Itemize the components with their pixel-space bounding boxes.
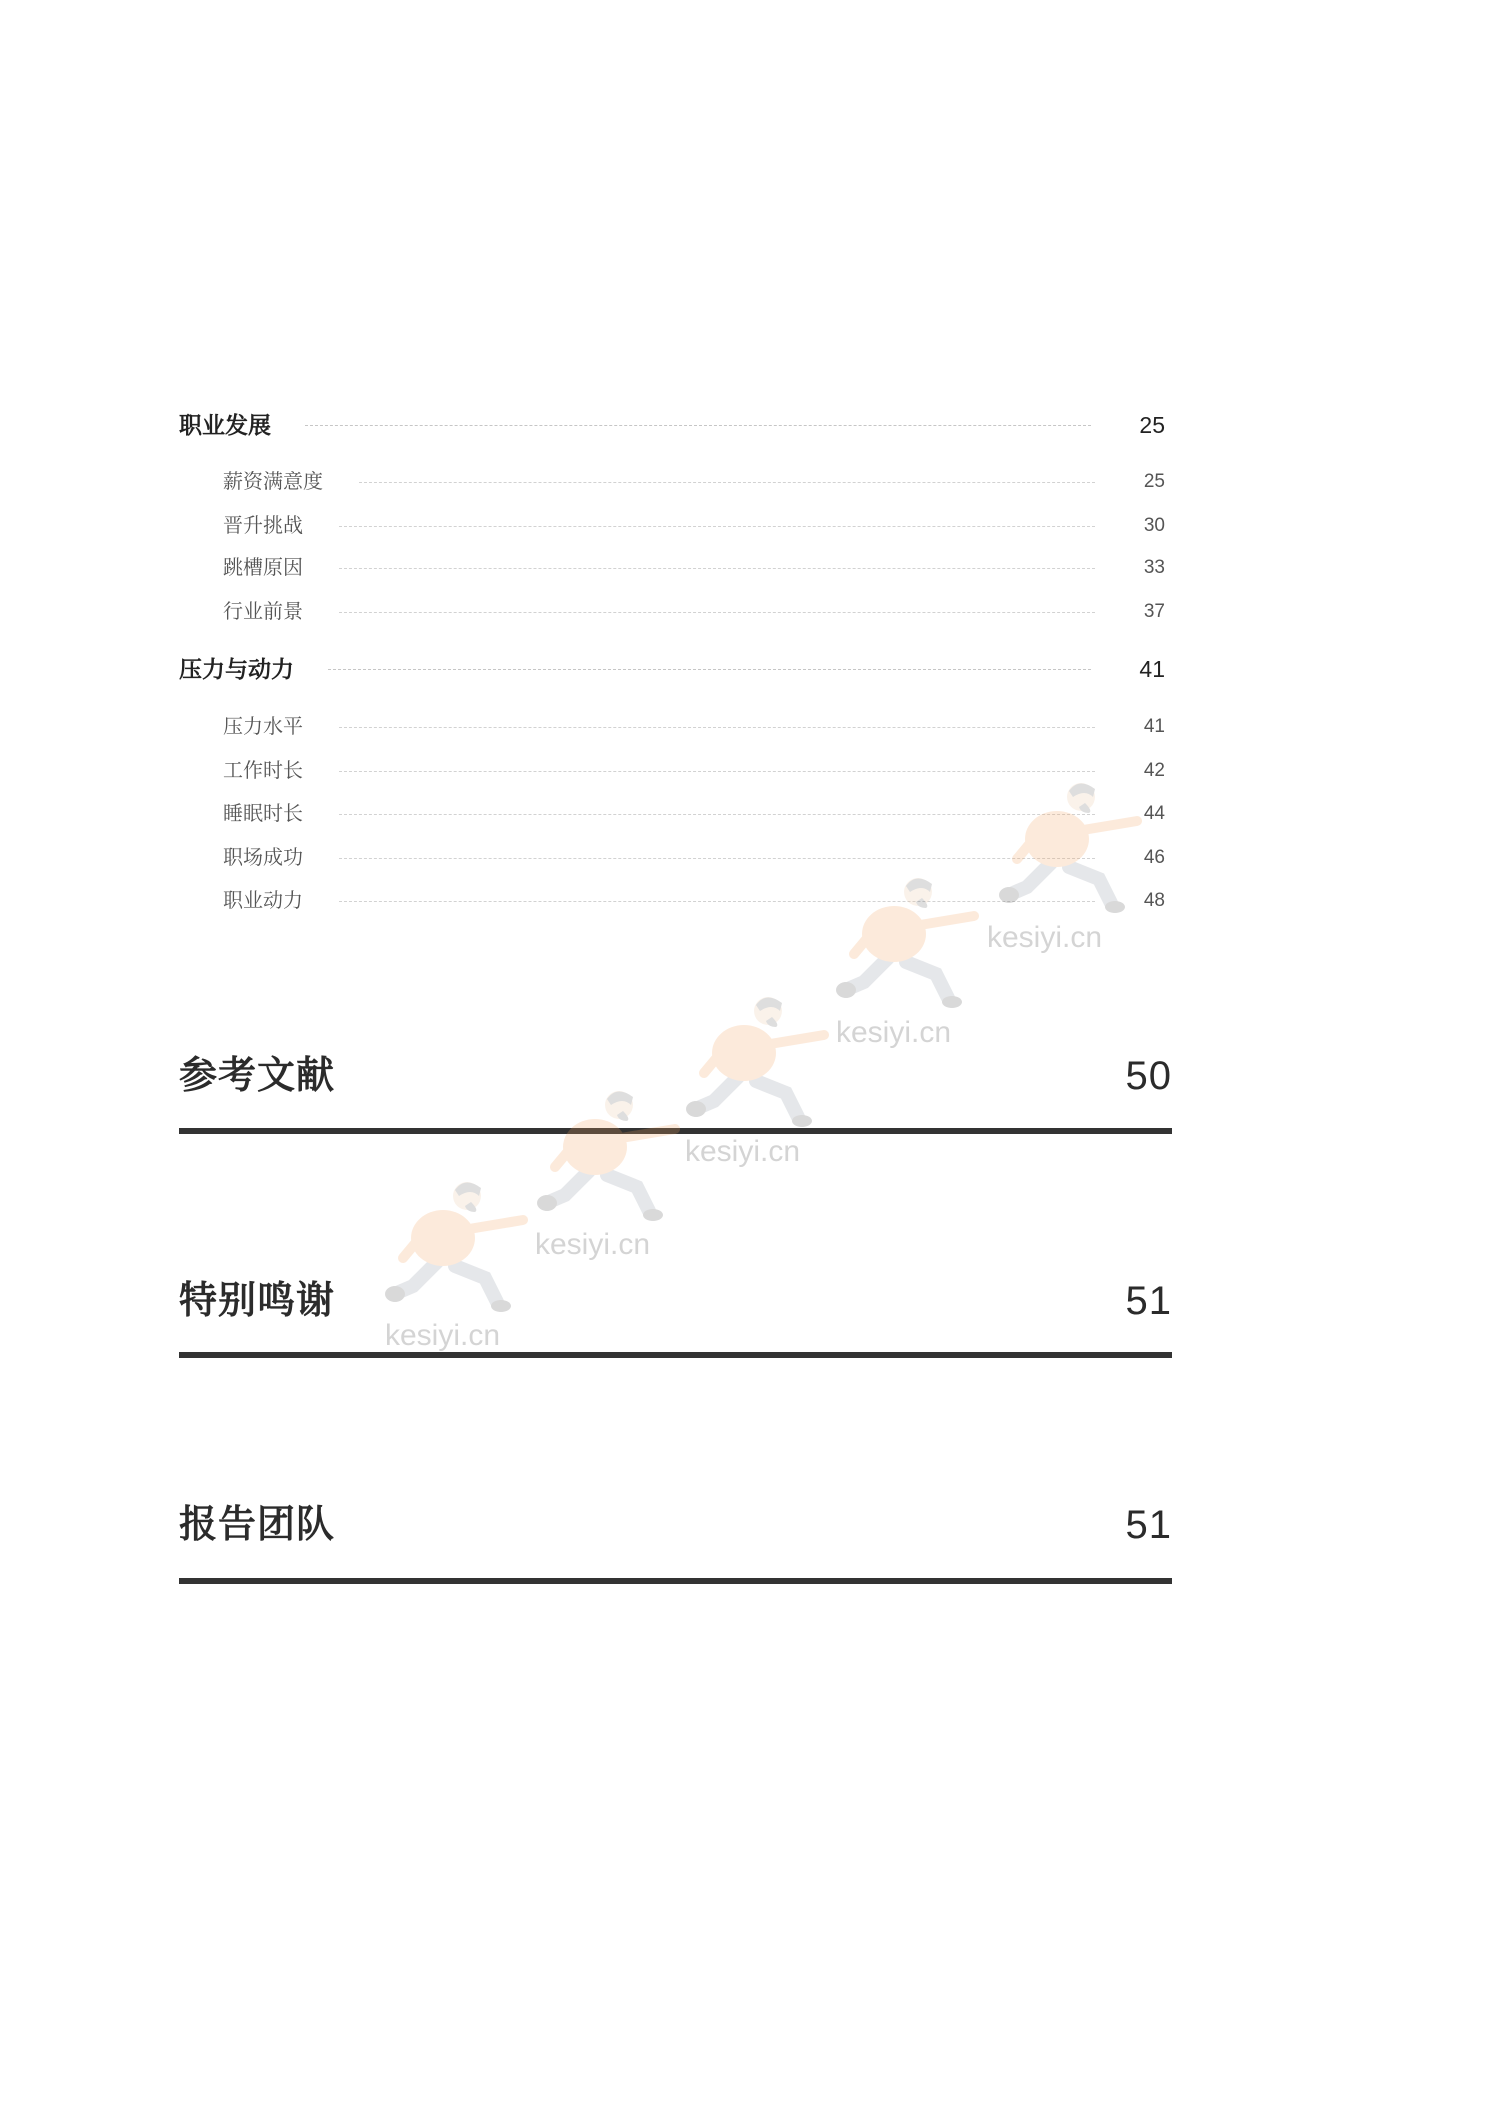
section-page-number: 25 <box>1139 412 1165 438</box>
toc-item-page-number: 30 <box>1143 515 1165 536</box>
running-person-icon <box>537 1083 682 1223</box>
toc-item-page-number: 46 <box>1143 847 1165 868</box>
dotted-leader <box>339 727 1095 728</box>
watermark-text: kesiyi.cn <box>385 1319 501 1352</box>
dotted-leader <box>328 669 1091 670</box>
toc-item-page-number: 25 <box>1143 471 1165 492</box>
chapter-title: 特别鸣谢 <box>179 1280 336 1322</box>
toc-item-label: 职业动力 <box>223 890 303 912</box>
toc-section-career-development[interactable] <box>179 410 1165 440</box>
chapter-divider <box>179 1352 1172 1358</box>
section-title: 职业发展 <box>179 412 271 438</box>
toc-chapter-acknowledgements[interactable] <box>179 1276 1172 1326</box>
watermark-text: kesiyi.cn <box>685 1135 801 1168</box>
toc-item[interactable] <box>223 512 1165 540</box>
toc-item[interactable] <box>223 598 1165 626</box>
toc-item-label: 行业前景 <box>223 601 303 623</box>
dotted-leader <box>339 568 1095 569</box>
watermark-text: kesiyi.cn <box>987 921 1103 954</box>
toc-item-page-number: 48 <box>1143 890 1165 911</box>
toc-item-page-number: 37 <box>1143 601 1165 622</box>
toc-section-pressure-motivation[interactable] <box>179 654 1165 684</box>
dotted-leader <box>339 526 1095 527</box>
dotted-leader <box>339 612 1095 613</box>
chapter-page-number: 51 <box>1125 1503 1172 1547</box>
toc-item-label: 跳槽原因 <box>223 557 303 579</box>
toc-item[interactable] <box>223 800 1165 828</box>
toc-item[interactable] <box>223 844 1165 872</box>
dotted-leader <box>339 814 1095 815</box>
watermark-text: kesiyi.cn <box>535 1228 651 1261</box>
toc-item[interactable] <box>223 554 1165 582</box>
dotted-leader <box>339 771 1095 772</box>
toc-item-label: 薪资满意度 <box>223 471 323 493</box>
section-title: 压力与动力 <box>179 656 294 682</box>
toc-item-label: 职场成功 <box>223 847 303 869</box>
dotted-leader <box>339 901 1095 902</box>
chapter-page-number: 50 <box>1125 1054 1172 1098</box>
toc-item[interactable] <box>223 887 1165 915</box>
toc-item-page-number: 41 <box>1143 716 1165 737</box>
dotted-leader <box>305 425 1091 426</box>
toc-item[interactable] <box>223 713 1165 741</box>
toc-chapter-report-team[interactable] <box>179 1500 1172 1550</box>
chapter-page-number: 51 <box>1125 1279 1172 1323</box>
toc-item-label: 压力水平 <box>223 716 303 738</box>
toc-item-label: 晋升挑战 <box>223 515 303 537</box>
toc-item-page-number: 33 <box>1143 557 1165 578</box>
toc-item[interactable] <box>223 468 1165 496</box>
section-page-number: 41 <box>1139 656 1165 682</box>
dotted-leader <box>359 482 1095 483</box>
chapter-title: 报告团队 <box>179 1504 336 1546</box>
toc-item[interactable] <box>223 757 1165 785</box>
toc-item-label: 工作时长 <box>223 760 303 782</box>
toc-item-page-number: 42 <box>1143 760 1165 781</box>
toc-chapter-references[interactable] <box>179 1051 1172 1101</box>
watermark-text: kesiyi.cn <box>836 1016 952 1049</box>
dotted-leader <box>339 858 1095 859</box>
chapter-divider <box>179 1128 1172 1134</box>
chapter-divider <box>179 1578 1172 1584</box>
toc-item-page-number: 44 <box>1143 803 1165 824</box>
chapter-title: 参考文献 <box>179 1055 336 1097</box>
toc-item-label: 睡眠时长 <box>223 803 303 825</box>
